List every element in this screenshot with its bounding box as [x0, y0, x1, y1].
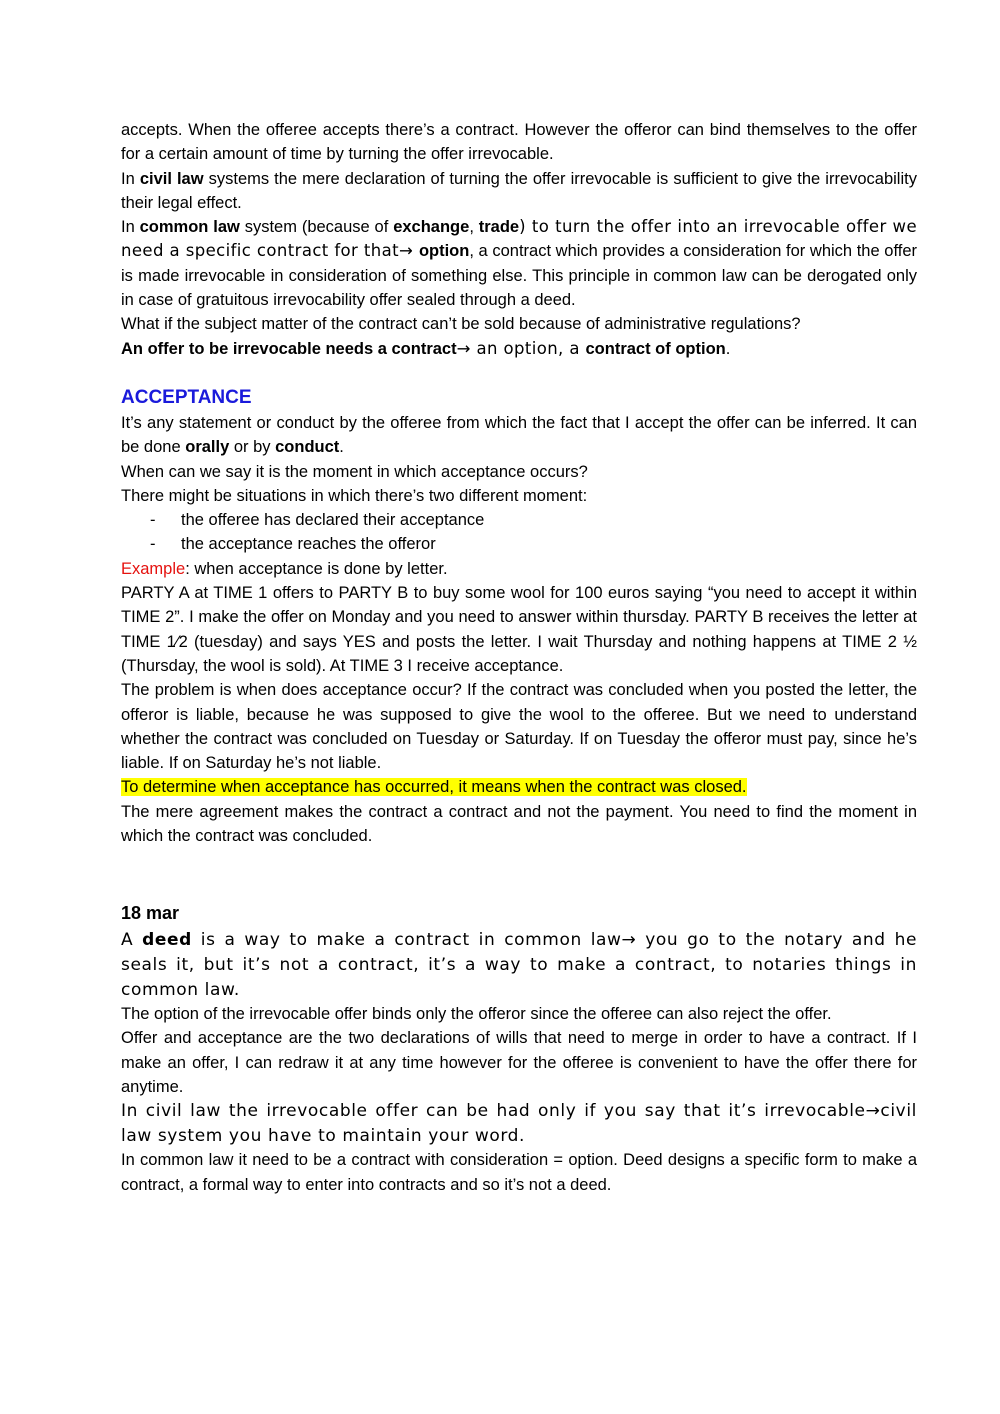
- paragraph-common-law: [121, 215, 917, 312]
- bold-term-option: option: [418, 242, 470, 261]
- paragraph-mere-agreement: [121, 800, 917, 849]
- paragraph-option-binds: [121, 1002, 917, 1026]
- paragraph-text: In common law it need to be a contract with consideration = option. Deed designs a specific form to make a contract, a formal way to enter into contracts and so it’s not a deed.: [121, 1151, 917, 1194]
- text-run: In: [121, 218, 140, 237]
- paragraph-party-example: [121, 581, 917, 678]
- paragraph-civil-law-irrevocable: [121, 1099, 917, 1148]
- text-run: In: [121, 169, 140, 188]
- paragraph-offer-irrevocable: [121, 118, 917, 167]
- paragraph-example: [121, 557, 917, 581]
- paragraph-deed: [121, 928, 917, 1002]
- list-dash: -: [150, 535, 156, 554]
- text-run: It’s any statement or conduct by the offeree from which the fact that I accept the offer can be inferred. It can be done: [121, 413, 917, 457]
- paragraph-text: There might be situations in which there’s two different moment:: [121, 486, 588, 505]
- bold-term-conduct: conduct: [275, 438, 340, 457]
- list-item: [121, 508, 917, 532]
- section-heading-date: 18 mar: [121, 903, 180, 924]
- bold-term-deed: deed: [142, 930, 192, 951]
- text-run: system (because of: [239, 218, 394, 237]
- bold-statement: An offer to be irrevocable needs a contract: [121, 339, 457, 358]
- text-run: , a contract which provides a consideration for which the offer is made irrevocable in consideration of something else. This principle in common law can be derogated only in case of gratuitous irrevocability offer sealed through a deed.: [121, 242, 917, 310]
- paragraph-offer-needs-contract: [121, 337, 917, 361]
- paragraph-common-law-consideration: [121, 1148, 917, 1197]
- paragraph-text: Offer and acceptance are the two declarations of wills that need to merge in order to have a contract. If I make an offer, I can redraw it at any time however for the offeree is convenient to have the offer there for anytime.: [121, 1029, 917, 1096]
- paragraph-offer-and-acceptance: [121, 1026, 917, 1099]
- paragraph-text: accepts. When the offeree accepts there’s a contract. However the offeror can bind themselves to the offer for a certain amount of time by turning the offer irrevocable.: [121, 121, 917, 164]
- text-run-alt-font: → an option, a: [456, 338, 586, 358]
- bold-term-civil-law: civil law: [139, 169, 204, 188]
- highlighted-text: To determine when acceptance has occurred, it means when the contract was closed.: [121, 778, 747, 797]
- paragraph-text: What if the subject matter of the contract can’t be sold because of administrative regulations?: [121, 315, 801, 334]
- text-run: ,: [469, 218, 479, 237]
- bold-term-contract-of-option: contract of option: [585, 339, 726, 358]
- paragraph-highlighted: [121, 775, 917, 799]
- list-dash: -: [150, 511, 156, 530]
- text-run: A: [121, 930, 143, 951]
- list-item-text: the offeree has declared their acceptance: [181, 511, 485, 530]
- text-run: is a way to make a contract in common law→ you go to the notary and he seals it, but it’s not a contract, it’s a way to make a contract, to notaries things in common law.: [121, 930, 918, 1000]
- text-run: .: [339, 438, 344, 457]
- bold-term-orally: orally: [185, 438, 230, 457]
- text-run: systems the mere declaration of turning the offer irrevocable is sufficient to give the irrevocability their legal effect.: [121, 169, 917, 212]
- list-item: [121, 532, 917, 556]
- paragraph-acceptance-definition: [121, 411, 917, 460]
- paragraph-two-moments: [121, 484, 917, 508]
- paragraph-acceptance-moment-question: [121, 460, 917, 484]
- bold-term-common-law: common law: [139, 218, 240, 237]
- text-run: or by: [229, 438, 276, 457]
- bold-term-trade: trade: [478, 218, 520, 237]
- paragraph-acceptance-problem: [121, 678, 917, 775]
- document-page: [121, 118, 917, 1197]
- example-label: Example: [121, 559, 186, 578]
- paragraph-text: In civil law the irrevocable offer can be had only if you say that it’s irrevocable→civil law system you have to maintain your word.: [121, 1101, 917, 1146]
- text-run-alt-font: ) to turn the offer into an irrevocable offer we need a specific contract for that→: [121, 217, 917, 261]
- paragraph-question-subject-matter: [121, 312, 917, 336]
- paragraph-civil-law: [121, 167, 917, 216]
- paragraph-text: When can we say it is the moment in which acceptance occurs?: [121, 462, 588, 481]
- paragraph-text: The mere agreement makes the contract a contract and not the payment. You need to find the moment in which the contract was concluded.: [121, 802, 917, 846]
- bold-term-exchange: exchange: [393, 218, 470, 237]
- list-item-text: the acceptance reaches the offeror: [181, 535, 436, 554]
- dash-list: [121, 508, 917, 557]
- paragraph-text: The option of the irrevocable offer binds only the offeror since the offeree can also reject the offer.: [121, 1005, 832, 1024]
- paragraph-text: The problem is when does acceptance occur? If the contract was concluded when you posted the letter, the offeror is liable, because he was supposed to give the wool to the offeree. But we need to understand whether the contract was concluded on Tuesday or Saturday. If on Tuesday the offeror must pay, since he’s liable. If on Saturday he’s not liable.: [121, 681, 917, 773]
- paragraph-text: PARTY A at TIME 1 offers to PARTY B to buy some wool for 100 euros saying “you need to accept it within TIME 2”. I make the offer on Monday and you need to answer within thursday. PARTY B receives the letter at TIME 1⁄2 (tuesday) and says YES and posts the letter. I wait Thursday and nothing happens at TIME 2 ½ (Thursday, the wool is sold). At TIME 3 I receive acceptance.: [121, 584, 917, 675]
- text-run: : when acceptance is done by letter.: [185, 559, 448, 578]
- text-run: .: [725, 339, 731, 358]
- section-heading-acceptance: ACCEPTANCE: [121, 386, 252, 408]
